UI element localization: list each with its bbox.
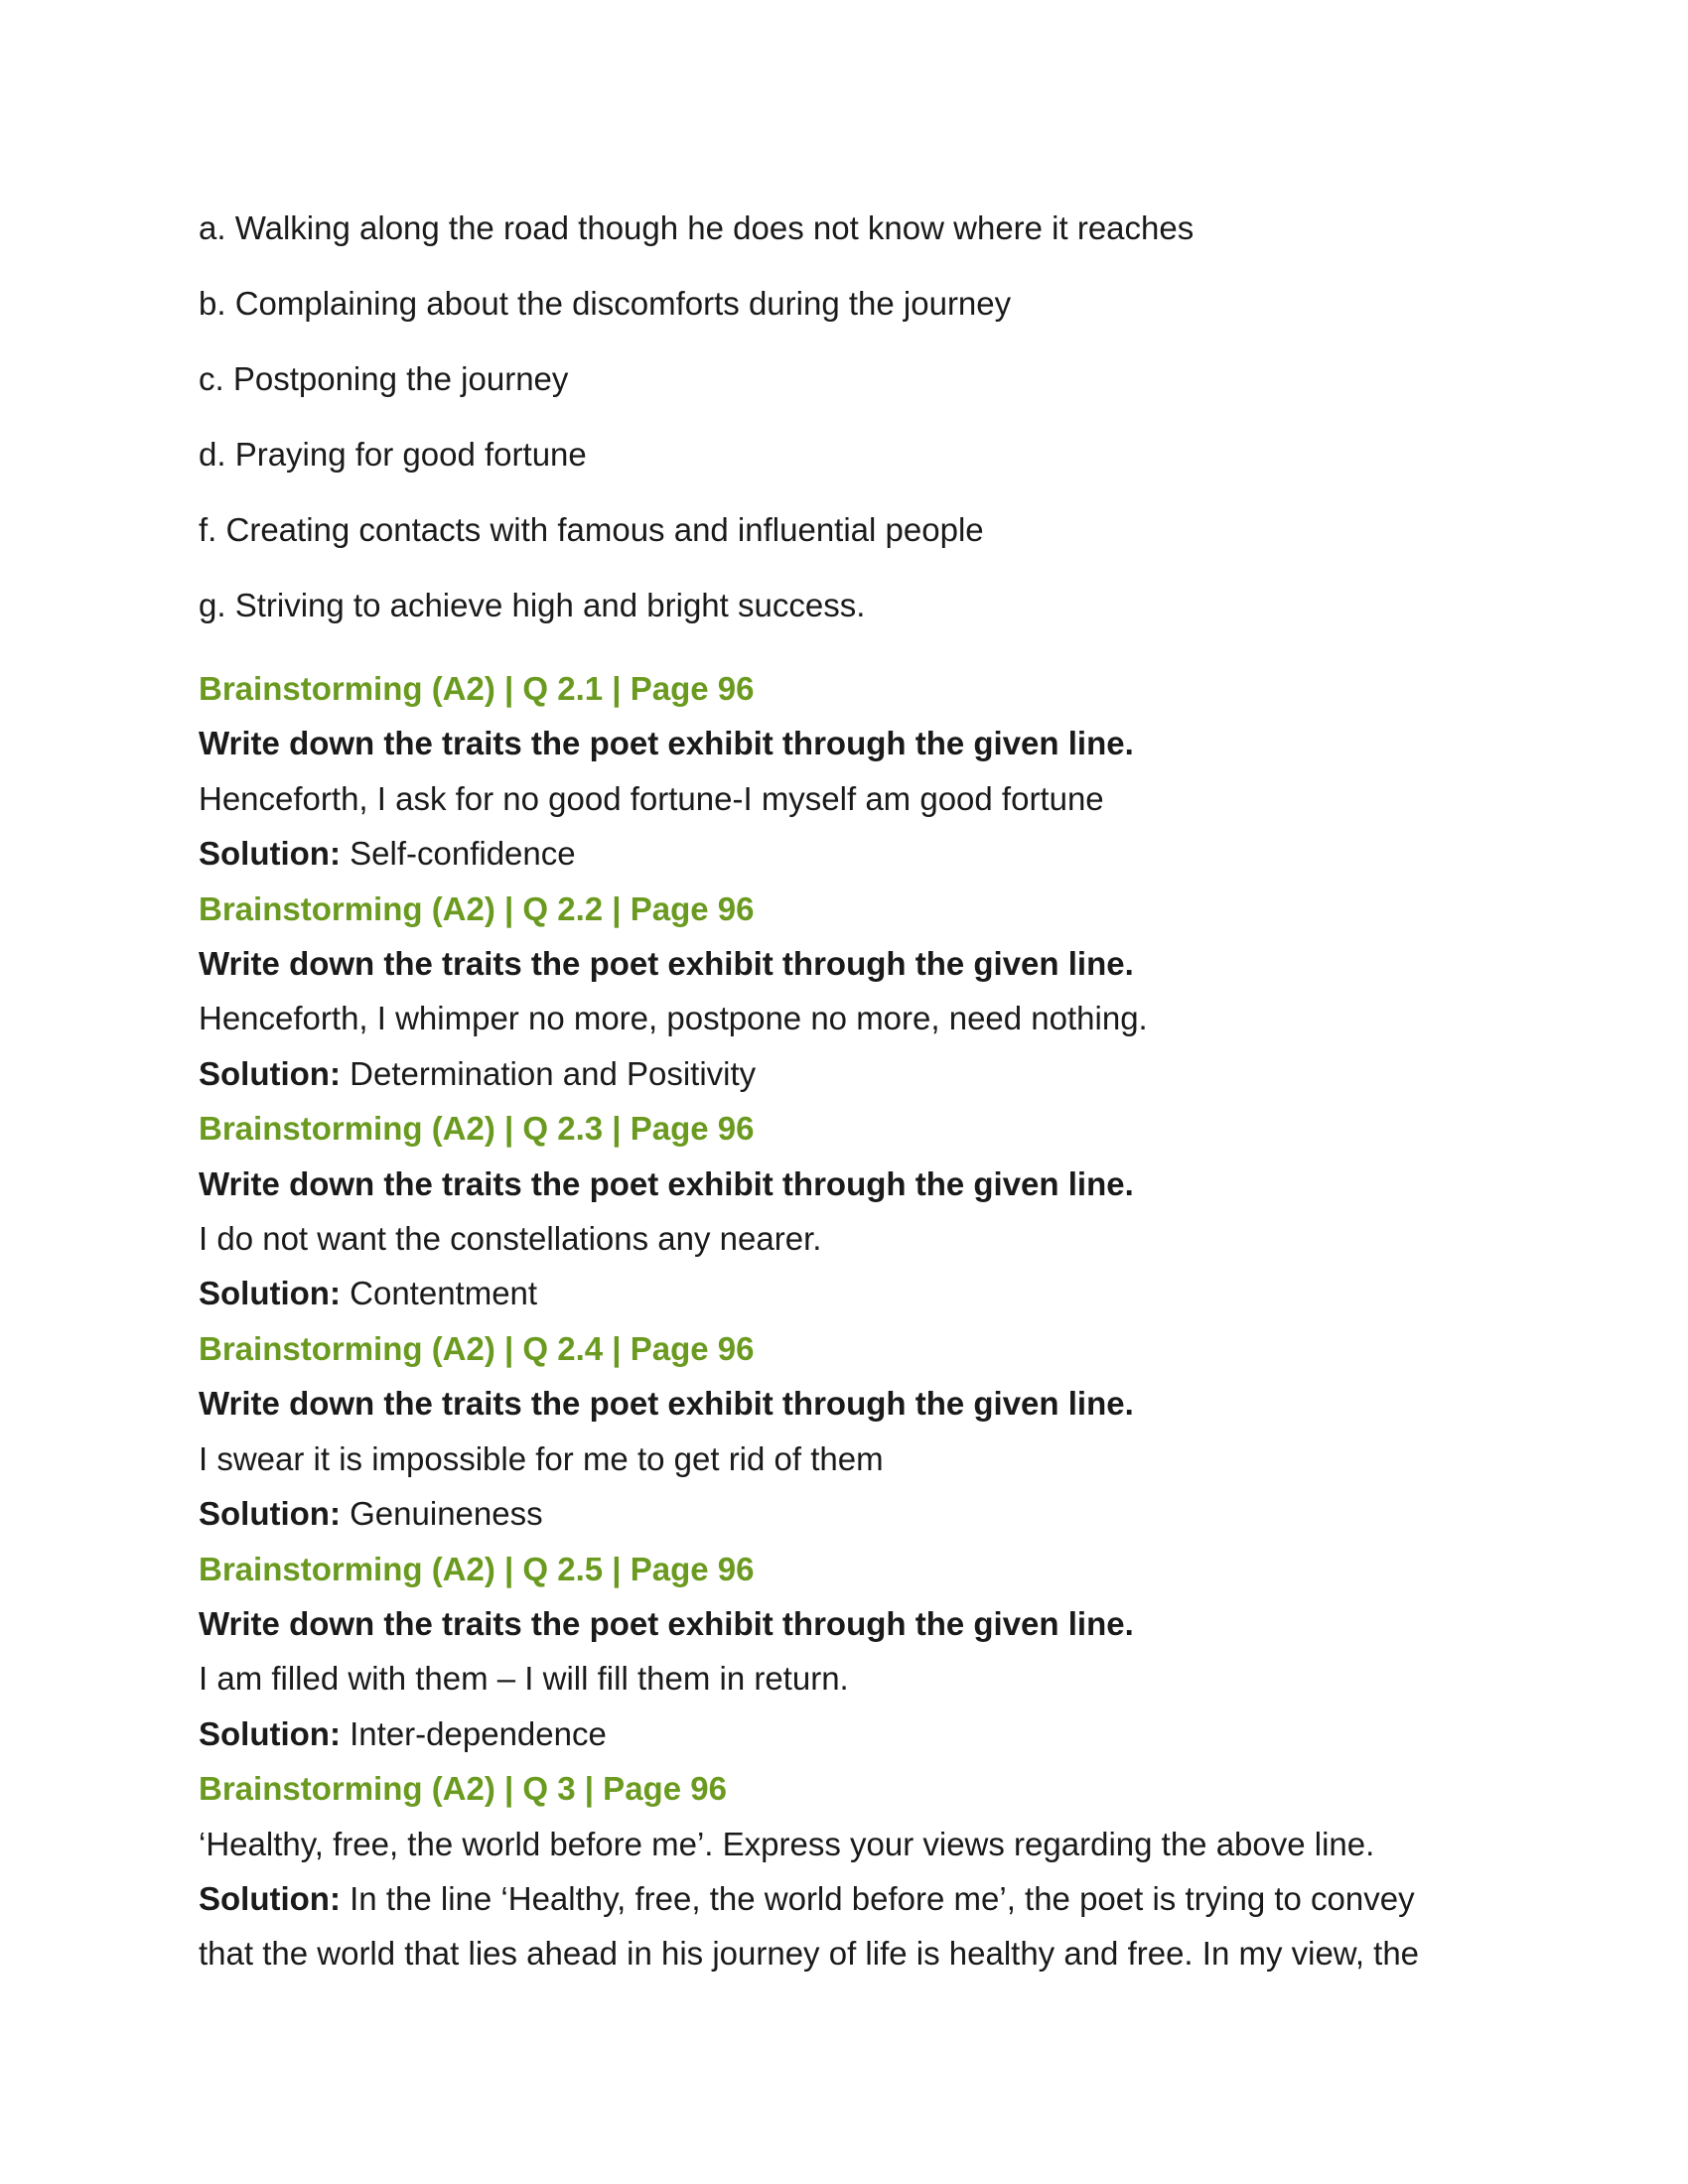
solution-label: Solution: <box>199 1275 341 1312</box>
option-d: d. Praying for good fortune <box>199 436 587 473</box>
question-header[interactable]: Brainstorming (A2) | Q 2.3 | Page 96 <box>199 1110 755 1148</box>
solution-text: Determination and Positivity <box>340 1054 757 1092</box>
solution-label: Solution: <box>199 1879 341 1917</box>
question-header[interactable]: Brainstorming (A2) | Q 2.2 | Page 96 <box>199 889 755 927</box>
solution <box>199 1266 1489 1320</box>
question-block-3 <box>199 1761 1489 1981</box>
question-header[interactable]: Brainstorming (A2) | Q 2.5 | Page 96 <box>199 1550 755 1587</box>
options-list <box>199 208 1489 625</box>
solution-text-line-2: that the world that lies ahead in his journey of life is healthy and free. In my view, the <box>199 1935 1420 1973</box>
question-block-2-2 <box>199 882 1489 1102</box>
option-b: b. Complaining about the discomforts during the journey <box>199 285 1012 322</box>
question-header[interactable]: Brainstorming (A2) | Q 2.4 | Page 96 <box>199 1329 755 1367</box>
question-prompt: Write down the traits the poet exhibit through the given line. <box>199 1604 1134 1642</box>
document-page <box>199 208 1489 1981</box>
solution <box>199 826 1489 881</box>
solution-text: Genuineness <box>340 1495 543 1533</box>
question-line: I swear it is impossible for me to get rid of them <box>199 1439 884 1477</box>
solution-label: Solution: <box>199 835 341 873</box>
solution <box>199 1486 1489 1541</box>
question-header[interactable]: Brainstorming (A2) | Q 3 | Page 96 <box>199 1770 727 1808</box>
solution <box>199 1871 1489 1926</box>
question-prompt: Write down the traits the poet exhibit through the given line. <box>199 725 1134 762</box>
question-line: I do not want the constellations any nearer. <box>199 1220 822 1258</box>
question-header[interactable]: Brainstorming (A2) | Q 2.1 | Page 96 <box>199 670 755 707</box>
question-line: I am filled with them – I will fill them in return. <box>199 1660 849 1698</box>
option-c: c. Postponing the journey <box>199 360 569 397</box>
question-prompt: Write down the traits the poet exhibit through the given line. <box>199 1164 1134 1202</box>
solution-label: Solution: <box>199 1714 341 1752</box>
question-line: Henceforth, I ask for no good fortune-I myself am good fortune <box>199 779 1104 817</box>
question-prompt: Write down the traits the poet exhibit through the given line. <box>199 945 1134 983</box>
option-g: g. Striving to achieve high and bright success. <box>199 587 866 623</box>
solution-label: Solution: <box>199 1054 341 1092</box>
solution-text: Self-confidence <box>340 835 576 873</box>
questions-section <box>199 661 1489 1981</box>
question-block-2-4 <box>199 1321 1489 1542</box>
question-prompt: Write down the traits the poet exhibit through the given line. <box>199 1385 1134 1423</box>
solution <box>199 1706 1489 1761</box>
solution-text: Inter-dependence <box>340 1714 607 1752</box>
solution-text-line-1: In the line ‘Healthy, free, the world before me’, the poet is trying to convey <box>340 1879 1415 1917</box>
option-a: a. Walking along the road though he does not know where it reaches <box>199 209 1195 246</box>
question-block-2-3 <box>199 1101 1489 1321</box>
question-text: ‘Healthy, free, the world before me’. Express your views regarding the above line. <box>199 1825 1375 1862</box>
solution-label: Solution: <box>199 1495 341 1533</box>
solution-text: Contentment <box>340 1275 538 1312</box>
solution <box>199 1046 1489 1101</box>
option-f: f. Creating contacts with famous and influential people <box>199 511 984 548</box>
question-block-2-1 <box>199 661 1489 882</box>
question-block-2-5 <box>199 1542 1489 1762</box>
question-line: Henceforth, I whimper no more, postpone no more, need nothing. <box>199 1000 1148 1037</box>
